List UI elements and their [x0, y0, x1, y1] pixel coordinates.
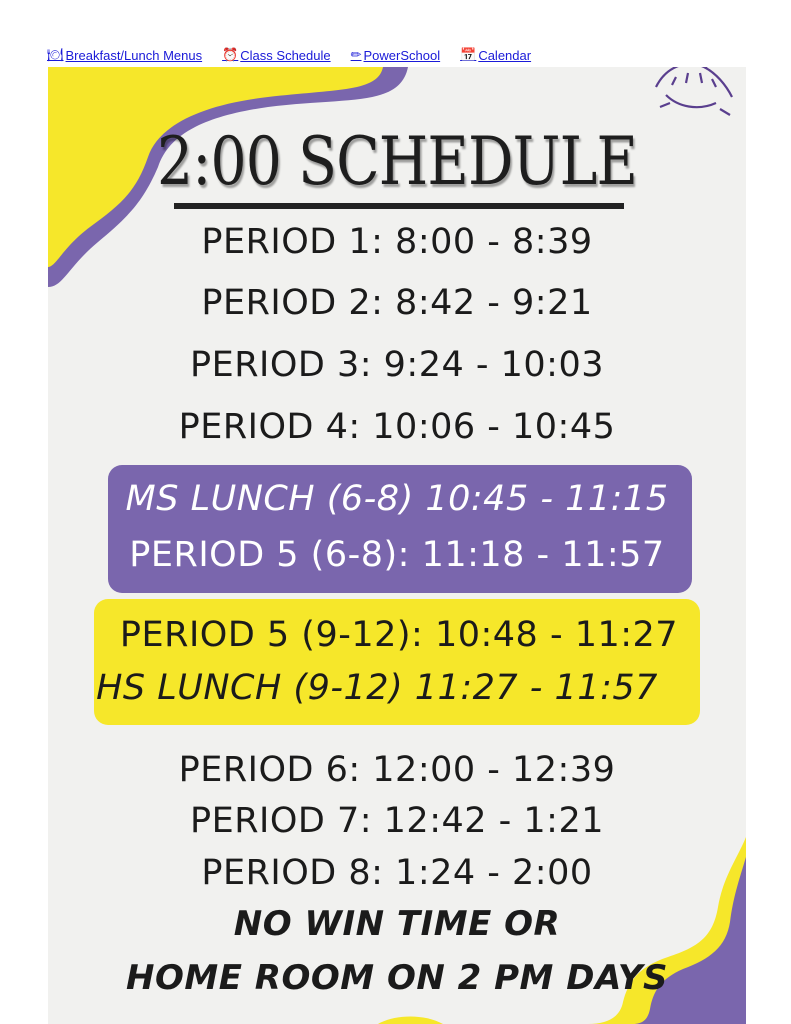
title-underline — [174, 203, 624, 209]
note-line-2: HOME ROOM ON 2 PM DAYS — [126, 958, 668, 998]
pencil-icon: ✏ — [350, 47, 362, 62]
note-line-1: NO WIN TIME OR — [233, 904, 561, 944]
hs-lunch-row: HS LUNCH (9-12) 11:27 - 11:57 — [96, 668, 658, 708]
dragon-mascot-logo — [646, 67, 742, 127]
ms-period-5-row: PERIOD 5 (6-8): 11:18 - 11:57 — [129, 535, 665, 575]
nav-link-powerschool[interactable] — [351, 47, 441, 63]
period-row: PERIOD 2: 8:42 - 9:21 — [201, 283, 593, 323]
nav-link-class-schedule[interactable] — [222, 47, 331, 63]
nav-link-calendar[interactable] — [460, 47, 531, 63]
period-row: PERIOD 1: 8:00 - 8:39 — [201, 222, 593, 262]
page-title: 2:00 SCHEDULE — [156, 123, 638, 200]
hs-period-5-row: PERIOD 5 (9-12): 10:48 - 11:27 — [119, 615, 679, 655]
ms-lunch-row: MS LUNCH (6-8) 10:45 - 11:15 — [125, 479, 669, 519]
nav-link-menus[interactable] — [47, 47, 202, 63]
period-row: PERIOD 7: 12:42 - 1:21 — [189, 801, 604, 841]
schedule-poster — [48, 67, 746, 1024]
nav-link-label: Calendar — [478, 47, 532, 63]
period-row: PERIOD 6: 12:00 - 12:39 — [178, 750, 616, 790]
calendar-icon: 📅 — [460, 47, 477, 62]
period-row: PERIOD 8: 1:24 - 2:00 — [201, 853, 593, 893]
period-row: PERIOD 4: 10:06 - 10:45 — [178, 407, 616, 447]
nav-link-label: PowerSchool — [363, 47, 441, 63]
top-nav — [47, 44, 551, 66]
nav-link-label: Class Schedule — [240, 47, 331, 63]
plate-icon: 🍽 — [47, 47, 64, 62]
nav-link-label: Breakfast/Lunch Menus — [65, 47, 203, 63]
bottom-yellow-blob — [378, 1016, 443, 1024]
period-row: PERIOD 3: 9:24 - 10:03 — [189, 345, 604, 385]
alarm-clock-icon: ⏰ — [222, 47, 239, 62]
